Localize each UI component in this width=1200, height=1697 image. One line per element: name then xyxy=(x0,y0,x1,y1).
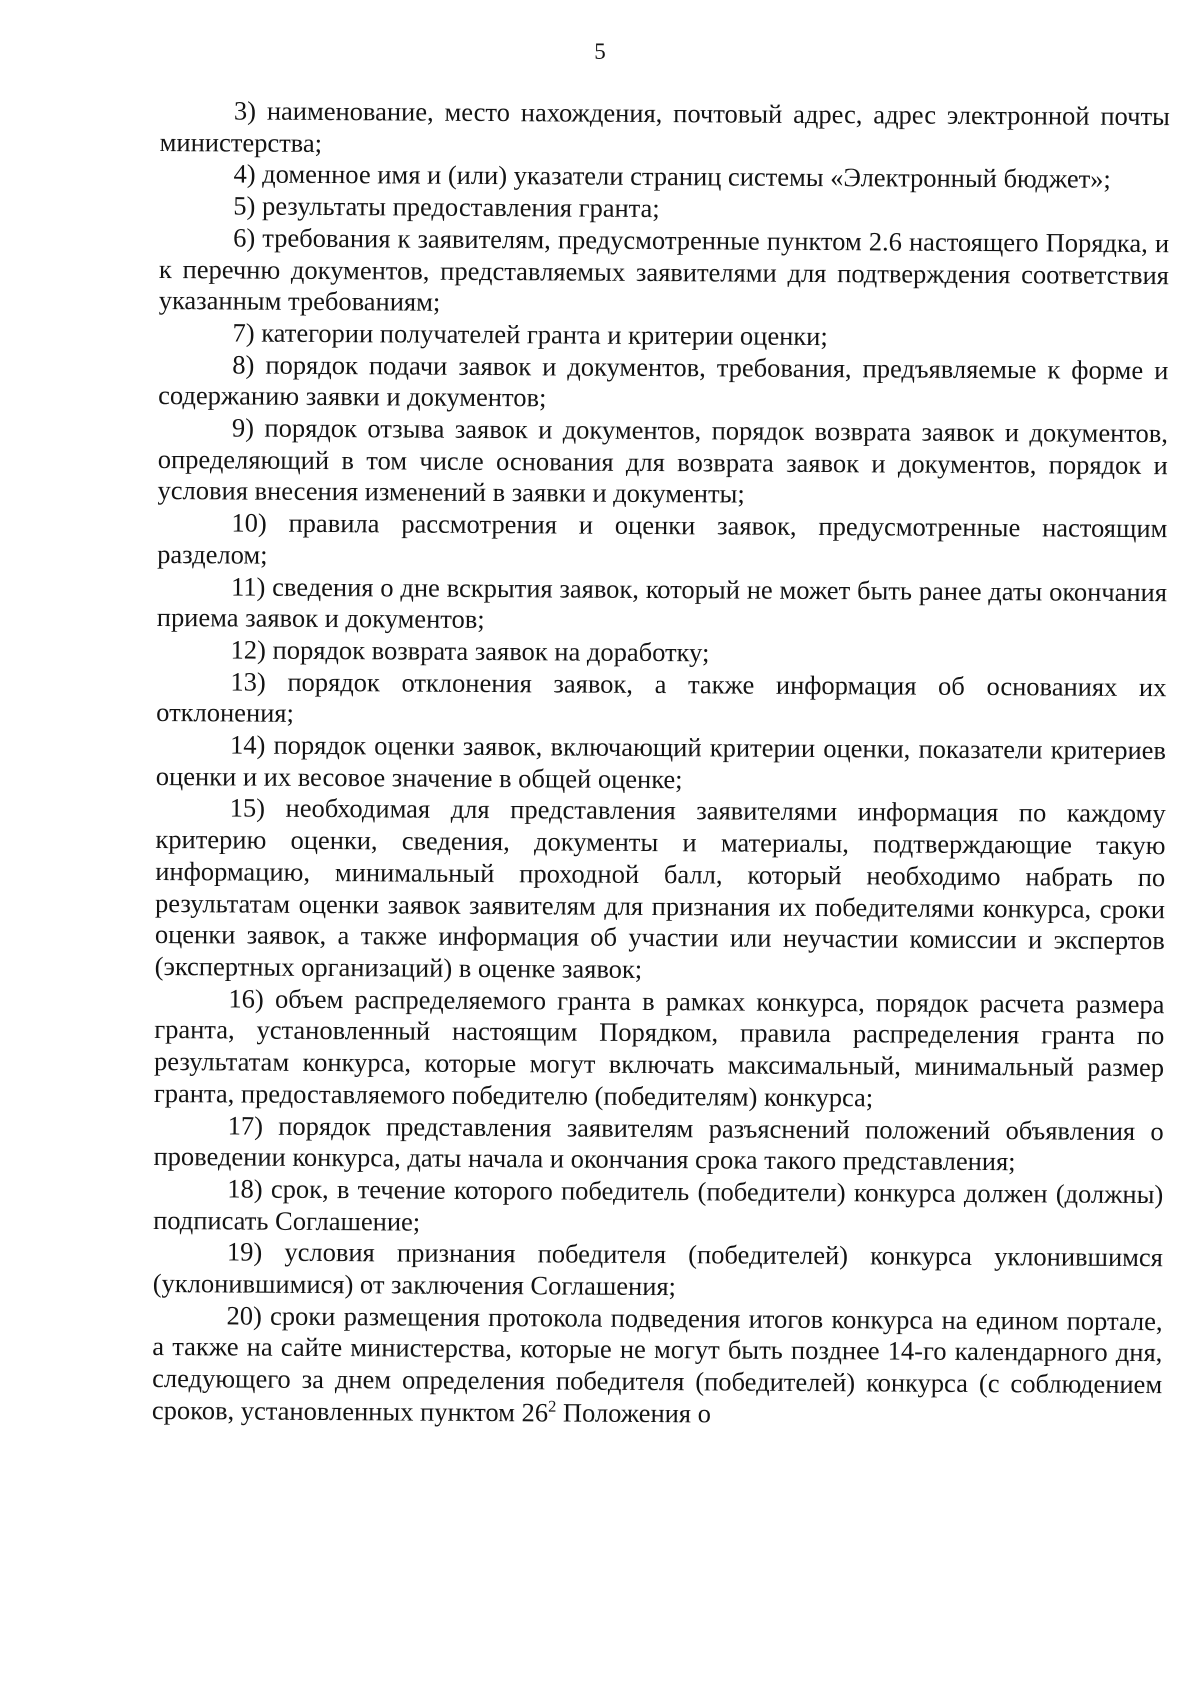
list-item: 4) доменное имя и (или) указатели страниц системы «Электронный бюджет»; xyxy=(233,158,1111,195)
list-item: 9) порядок отзыва заявок и документов, порядок возврата заявок и документов, определяющий в том числе основания для возврата заявок и документов, порядок и условия внесения изменений в заявки и документы; xyxy=(157,412,1169,510)
list-item: 19) условия признания победителя (победителей) конкурса уклонившимся (уклонившимися) от заключения Соглашения; xyxy=(152,1236,1164,1302)
list-item: 10) правила рассмотрения и оценки заявок, предусмотренные настоящим разделом; xyxy=(157,507,1168,570)
page-number: 5 xyxy=(594,39,606,64)
list-item: 11) сведения о дне вскрытия заявок, который не может быть ранее даты окончания приема заявок и документов; xyxy=(156,570,1168,635)
list-item-tail: Положения о xyxy=(556,1397,712,1429)
list-item-text: 20) сроки размещения протокола подведения итогов конкурса на едином портале, а также на сайте министерства, которые не могут быть позднее 14-го календарного дня, следующего за днем определения победителя (победителей) конкурса (с соблюдением сроков, установленных пунктом 26 xyxy=(151,1300,1163,1428)
list-item: 16) объем распределяемого гранта в рамках конкурса, порядок расчета размера гранта, установленный настоящим Порядком, правила распределения гранта по результатам конкурса, которые могут включать максимальный, минимальный размер гранта, предоставляемого победителю (победителям) конкурса; xyxy=(153,983,1165,1113)
list-item: 5) результаты предоставления гранта; xyxy=(233,190,660,224)
list-item: 3) наименование, место нахождения, почтовый адрес, адрес электронной почты министерства; xyxy=(159,95,1170,158)
list-item-last xyxy=(152,1300,1163,1433)
list-item: 15) необходимая для представления заявителями информация по каждому критерию оценки, сведения, документы и материалы, подтверждающие такую информацию, минимальный проходной балл, который необходимо набрать по результатам оценки заявок заявителям для признания их победителями конкурса, сроки оценки заявок, а также информация об участии или неучастии комиссии и экспертов (экспертных организаций) в оценке заявок; xyxy=(154,792,1166,984)
list-item: 8) порядок подачи заявок и документов, требования, предъявляемые к форме и содержанию заявки и документов; xyxy=(158,349,1169,413)
list-item: 17) порядок представления заявителям разъяснений положений объявления о проведении конкурса, даты начала и окончания срока такого представления; xyxy=(153,1109,1164,1177)
list-item: 18) срок, в течение которого победитель (победители) конкурса должен (должны) подписать Соглашение; xyxy=(153,1173,1164,1237)
list-item: 7) категории получателей гранта и критерии оценки; xyxy=(232,317,828,352)
list-item: 6) требования к заявителям, предусмотренные пунктом 2.6 настоящего Порядка, и к перечню документов, представляемых заявителями для подтверждения соответствия указанным требованиям; xyxy=(158,222,1170,317)
list-item: 13) порядок отклонения заявок, а также информация об основаниях их отклонения; xyxy=(156,666,1167,729)
list-item: 14) порядок оценки заявок, включающий критерии оценки, показатели критериев оценки и их весовое значение в общей оценке; xyxy=(155,729,1167,794)
superscript: 2 xyxy=(548,1396,557,1416)
document-body xyxy=(152,95,1170,1433)
list-item: 12) порядок возврата заявок на доработку; xyxy=(230,634,710,668)
